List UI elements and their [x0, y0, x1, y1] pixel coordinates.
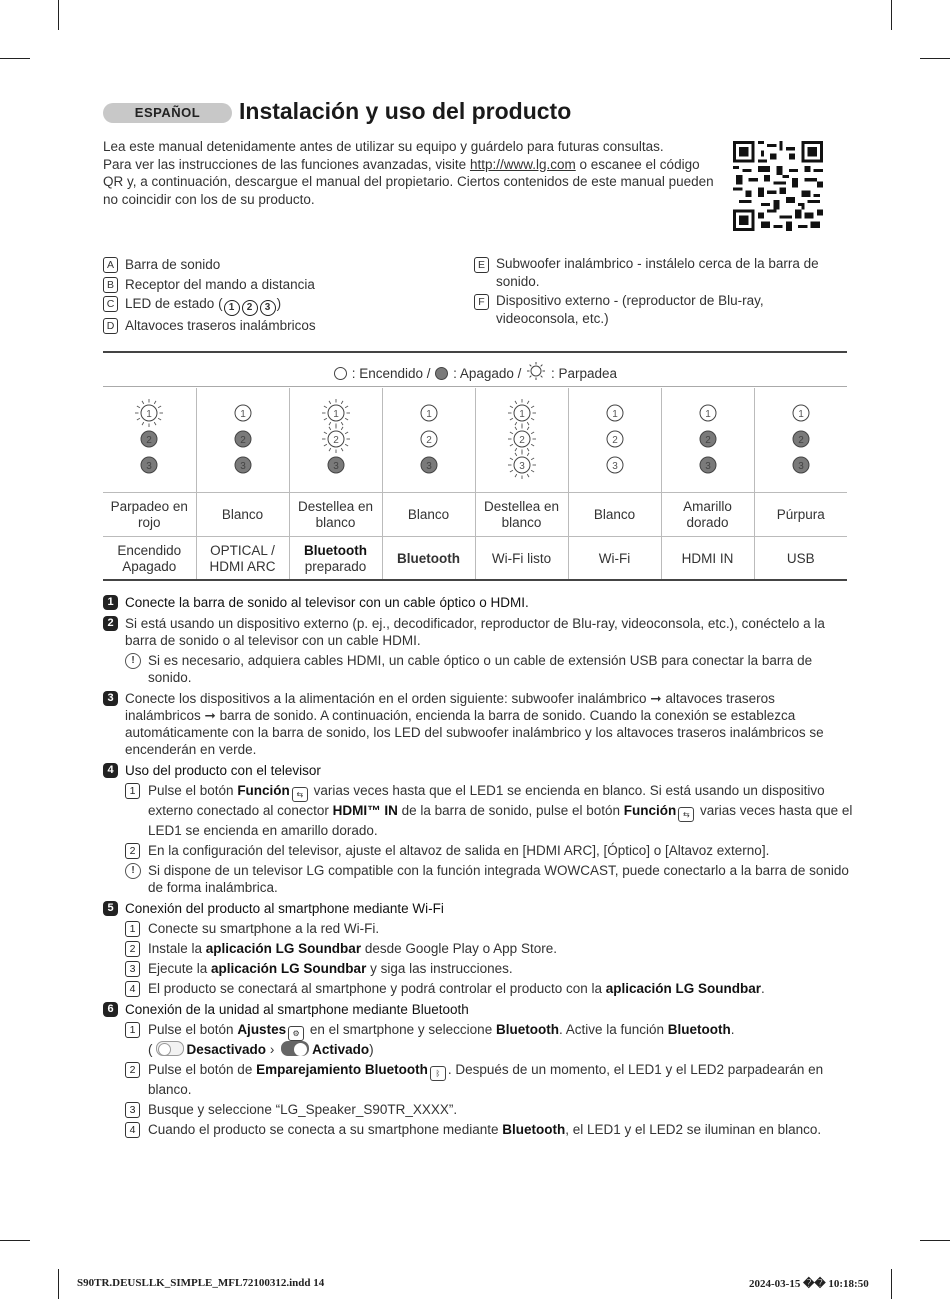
- crop-mark: [58, 0, 59, 30]
- crop-mark: [58, 1269, 59, 1299]
- function-button-icon: ⇆: [678, 807, 694, 822]
- substep-text: Pulse el botón de: [148, 1062, 257, 1077]
- chevron-right-icon: ›: [269, 1042, 275, 1057]
- svg-text:3: 3: [518, 460, 525, 472]
- substep: [125, 960, 853, 977]
- led-stack-icon: [590, 394, 640, 484]
- legend-item: [474, 292, 834, 327]
- substep-text: varias veces hasta que el LED1 se encienda en blanco. Si está usando un dispositivo externo conectado al conector: [148, 783, 825, 818]
- led-2-marker: 2: [242, 300, 258, 316]
- led-3-off: [141, 457, 157, 473]
- led-1-on: [700, 405, 716, 421]
- app-name: aplicación LG Soundbar: [605, 981, 762, 996]
- substep-text: .: [730, 1022, 735, 1037]
- legend-item: [103, 275, 453, 295]
- step-2: [103, 615, 853, 686]
- led-cell: [103, 388, 196, 493]
- legend-letter: E: [474, 257, 489, 273]
- led-2-on: [421, 431, 437, 447]
- step-4: [103, 762, 853, 896]
- legend-letter: D: [103, 318, 118, 334]
- substep-text: En la configuración del televisor, ajuste el altavoz de salida en [HDMI ARC], [Óptico] o [Altavoz externo].: [148, 843, 770, 858]
- crop-mark: [891, 1269, 892, 1299]
- toggle-off-icon: [156, 1041, 184, 1056]
- instruction-steps: [103, 594, 853, 1142]
- legend-item: [103, 294, 453, 316]
- legend-text: Altavoces traseros inalámbricos: [125, 318, 316, 333]
- svg-text:1: 1: [239, 408, 246, 420]
- led-on-icon: [333, 366, 348, 381]
- note: [125, 652, 853, 686]
- app-name: aplicación LG Soundbar: [211, 961, 367, 976]
- legend-item: [474, 255, 834, 290]
- substep: [125, 980, 853, 997]
- step-text: Conecte los dispositivos a la alimentación en el orden siguiente: subwoofer inalámbrico: [125, 691, 651, 706]
- substep-text: Instale la: [148, 941, 206, 956]
- led-cell: [754, 388, 847, 493]
- led-2-blink: [508, 425, 536, 453]
- legend-text: LED de estado (: [125, 296, 223, 311]
- substep: [125, 1061, 853, 1098]
- bluetooth-label: Bluetooth: [502, 1122, 566, 1137]
- legend-text: Receptor del mando a distancia: [125, 276, 315, 292]
- lg-website-link[interactable]: http://www.lg.com: [469, 156, 576, 172]
- intro-text: Para ver las instrucciones de las funciones avanzadas, visite: [103, 156, 470, 172]
- legend-letter: C: [103, 296, 118, 312]
- divider: [103, 386, 847, 387]
- hdmi-in-label: HDMI™ IN: [332, 803, 398, 818]
- legend-letter: F: [474, 294, 489, 310]
- led-off-label: : Apagado /: [453, 366, 522, 381]
- caution-icon: !: [125, 653, 141, 669]
- step-text: barra de sonido. A continuación, encienda la barra de sonido. Cuando la conexión se establezca automáticamente con la barra de sonido, los LED del subwoofer inalámbrico y los altavoces traseros inalámbricos se encenderán en verde.: [125, 708, 824, 757]
- led-mode-cell: USB: [754, 537, 847, 581]
- intro-line-1: Lea este manual detenidamente antes de utilizar su equipo y guárdelo para futuras consultas.: [103, 139, 664, 154]
- crop-mark: [920, 58, 950, 59]
- svg-text:1: 1: [518, 408, 525, 420]
- substep-text: , el LED1 y el LED2 se iluminan en blanco.: [565, 1122, 822, 1137]
- divider: [103, 579, 847, 581]
- led-color-cell: Destellea en blanco: [475, 493, 568, 537]
- led-mode-text: preparado: [304, 558, 367, 574]
- led-2-off: [700, 431, 716, 447]
- substep-text: varias veces hasta que el LED1 se encienda en amarillo dorado.: [148, 803, 853, 838]
- svg-text:3: 3: [332, 460, 339, 472]
- svg-text:3: 3: [797, 460, 804, 472]
- led-blink-icon: [525, 361, 547, 381]
- footer-filename: S90TR.DEUSLLK_SIMPLE_MFL72100312.indd 14: [77, 1277, 325, 1289]
- led-stack-icon: [776, 394, 826, 484]
- svg-text:1: 1: [611, 408, 618, 420]
- led-status-table: [103, 388, 847, 580]
- led-mode-cell: Wi-Fi listo: [475, 537, 568, 581]
- led-stack-icon: [311, 394, 361, 484]
- legend-text: Dispositivo externo - (reproductor de Blu-ray, videoconsola, etc.): [496, 293, 764, 326]
- svg-text:1: 1: [332, 408, 339, 420]
- substep-text: de la barra de sonido, pulse el botón: [397, 803, 624, 818]
- step-heading: Conexión del producto al smartphone mediante Wi-Fi: [125, 901, 444, 916]
- led-3-off: [235, 457, 251, 473]
- language-badge: ESPAÑOL: [103, 103, 232, 123]
- svg-text:1: 1: [704, 408, 711, 420]
- led-cell: [196, 388, 289, 493]
- legend-item: [103, 255, 453, 275]
- note: [125, 862, 853, 896]
- led-status-legend: [103, 361, 847, 381]
- step-text: altavoces traseros inalámbricos: [125, 691, 775, 723]
- step-number-badge: 5: [103, 901, 118, 916]
- components-legend-right: [474, 255, 834, 327]
- led-1-on: [421, 405, 437, 421]
- legend-text: Barra de sonido: [125, 257, 221, 272]
- substep-number: 1: [125, 921, 140, 937]
- legend-item: [103, 316, 453, 336]
- led-color-cell: Destellea en blanco: [289, 493, 382, 537]
- substep: [125, 940, 853, 957]
- substep-number: 2: [125, 843, 140, 859]
- legend-text: Subwoofer inalámbrico - instálelo cerca de la barra de sonido.: [496, 256, 819, 289]
- step-number-badge: 3: [103, 691, 118, 706]
- led-1-blink: [135, 399, 163, 427]
- substep-text: y siga las instrucciones.: [366, 961, 513, 976]
- led-1-on: [793, 405, 809, 421]
- step-number-badge: 6: [103, 1002, 118, 1017]
- substep-text: desde Google Play o App Store.: [361, 941, 557, 956]
- substep: [125, 920, 853, 937]
- led-mode-cell: OPTICAL / HDMI ARC: [196, 537, 289, 581]
- substep-number: 3: [125, 961, 140, 977]
- substep-text: Busque y seleccione “LG_Speaker_S90TR_XXXX”.: [148, 1102, 458, 1117]
- step-number-badge: 2: [103, 616, 118, 631]
- step-1: [103, 594, 853, 611]
- function-label: Función: [623, 803, 677, 818]
- led-3-off: [328, 457, 344, 473]
- led-cell: [661, 388, 754, 493]
- led-color-cell: Blanco: [568, 493, 661, 537]
- divider: [103, 351, 847, 353]
- substep: [125, 782, 853, 839]
- toggle-off-label: Desactivado: [186, 1042, 267, 1057]
- led-stack-icon: [404, 394, 454, 484]
- substep-number: 4: [125, 1122, 140, 1138]
- svg-text:2: 2: [611, 434, 618, 446]
- intro-paragraph: [103, 138, 715, 208]
- crop-mark: [920, 1240, 950, 1241]
- substep-text: Pulse el botón: [148, 783, 238, 798]
- led-stack-icon: [683, 394, 733, 484]
- led-1-blink: [508, 399, 536, 427]
- led-1-blink: [322, 399, 350, 427]
- step-3: [103, 690, 853, 758]
- function-label: Función: [237, 783, 290, 798]
- led-color-row: [103, 493, 847, 537]
- led-stack-icon: [124, 394, 174, 484]
- bluetooth-icon: ᛒ: [430, 1066, 446, 1081]
- note-text: Si es necesario, adquiera cables HDMI, un cable óptico o un cable de extensión USB para conectar la barra de sonido.: [148, 653, 813, 685]
- substep-text: en el smartphone y seleccione: [306, 1022, 496, 1037]
- footer-timestamp: 2024-03-15 �� 10:18:50: [749, 1278, 869, 1290]
- led-color-cell: Parpadeo en rojo: [103, 493, 196, 537]
- toggle-on-label: Activado: [312, 1042, 370, 1057]
- arrow-right-icon: ➞: [204, 708, 216, 723]
- step-5: [103, 900, 853, 997]
- svg-text:2: 2: [146, 434, 153, 446]
- svg-text:2: 2: [704, 434, 711, 446]
- substep-number: 2: [125, 941, 140, 957]
- svg-text:3: 3: [704, 460, 711, 472]
- svg-text:2: 2: [425, 434, 432, 446]
- svg-text:1: 1: [146, 408, 153, 420]
- led-2-blink: [322, 425, 350, 453]
- substep-text: Ejecute la: [148, 961, 212, 976]
- step-6: [103, 1001, 853, 1138]
- led-3-off: [793, 457, 809, 473]
- led-2-on: [607, 431, 623, 447]
- led-3-on: [607, 457, 623, 473]
- qr-code: [733, 141, 823, 231]
- step-number-badge: 4: [103, 763, 118, 778]
- led-cell: [568, 388, 661, 493]
- intro-text: o escanee el código QR y, a continuación, descargue el manual del propietario. Ciertos contenidos de este manual pueden no coincidir con los de su producto.: [103, 156, 714, 207]
- led-mode-row: [103, 537, 847, 581]
- substep-number: 1: [125, 783, 140, 799]
- led-blink-label: : Parpadea: [550, 366, 617, 381]
- led-2-off: [141, 431, 157, 447]
- svg-text:3: 3: [239, 460, 246, 472]
- led-1-marker: 1: [224, 300, 240, 316]
- svg-text:2: 2: [797, 434, 804, 446]
- legend-letter: B: [103, 277, 118, 293]
- page-title: Instalación y uso del producto: [239, 98, 572, 124]
- substep: [125, 1121, 853, 1138]
- substep-number: 1: [125, 1022, 140, 1038]
- arrow-right-icon: ➞: [650, 691, 662, 706]
- svg-text:2: 2: [239, 434, 246, 446]
- substep-text: .: [761, 981, 765, 996]
- crop-mark: [0, 58, 30, 59]
- crop-mark: [891, 0, 892, 30]
- settings-gear-icon: ⚙: [288, 1026, 304, 1041]
- svg-text:3: 3: [146, 460, 153, 472]
- led-mode-cell: Bluetooth: [382, 537, 475, 581]
- led-off-icon: [434, 366, 449, 381]
- step-heading: Conexión de la unidad al smartphone mediante Bluetooth: [125, 1002, 469, 1017]
- led-mode-cell: Encendido Apagado: [117, 542, 182, 574]
- led-3-off: [421, 457, 437, 473]
- substep: [125, 1101, 853, 1118]
- led-2-off: [793, 431, 809, 447]
- led-stack-icon: [497, 394, 547, 484]
- note-text: Si dispone de un televisor LG compatible con la función integrada WOWCAST, puede conectarlo a la barra de sonido de forma inalámbrica.: [148, 863, 849, 895]
- toggle-on-icon: [281, 1041, 309, 1056]
- legend-letter: A: [103, 257, 118, 273]
- led-color-cell: Blanco: [382, 493, 475, 537]
- led-mode-cell: Wi-Fi: [568, 537, 661, 581]
- led-cell: [382, 388, 475, 493]
- crop-mark: [0, 1240, 30, 1241]
- caution-icon: !: [125, 863, 141, 879]
- svg-text:2: 2: [332, 434, 339, 446]
- svg-text:3: 3: [425, 460, 432, 472]
- substep-text: Pulse el botón: [148, 1022, 238, 1037]
- substep-text: ): [369, 1042, 374, 1057]
- led-3-off: [700, 457, 716, 473]
- led-cell: [475, 388, 568, 493]
- led-mode-cell: [289, 537, 382, 581]
- led-stack-icon: [218, 394, 268, 484]
- substep-text: . Después de un momento, el LED1 y el LED2 parpadearán en blanco.: [148, 1062, 824, 1097]
- step-heading: Uso del producto con el televisor: [125, 763, 321, 778]
- substep-text: Cuando el producto se conecta a su smartphone mediante: [148, 1122, 503, 1137]
- led-color-cell: Blanco: [196, 493, 289, 537]
- substep: [125, 842, 853, 859]
- substep-number: 3: [125, 1102, 140, 1118]
- svg-text:1: 1: [425, 408, 432, 420]
- bluetooth-label: Bluetooth: [495, 1022, 559, 1037]
- components-legend-left: [103, 255, 453, 336]
- substep-number: 4: [125, 981, 140, 997]
- led-mode-cell: HDMI IN: [661, 537, 754, 581]
- substep-number: 2: [125, 1062, 140, 1078]
- led-mode-bold: Bluetooth: [304, 542, 367, 558]
- step-text: Si está usando un dispositivo externo (p. ej., decodificador, reproductor de Blu-ray, videoconsola, etc.), conéctelo a la barra de sonido o al televisor con un cable HDMI.: [125, 616, 825, 648]
- substep-text: Conecte su smartphone a la red Wi-Fi.: [148, 921, 380, 936]
- settings-label: Ajustes: [237, 1022, 287, 1037]
- pairing-label: Emparejamiento Bluetooth: [256, 1062, 428, 1077]
- substep-text: (: [148, 1042, 153, 1057]
- substep: [125, 1021, 853, 1058]
- function-button-icon: ⇆: [292, 787, 308, 802]
- led-indicator-row: [103, 388, 847, 493]
- legend-text: ): [276, 296, 282, 311]
- led-color-cell: Púrpura: [754, 493, 847, 537]
- led-1-on: [235, 405, 251, 421]
- substep-text: El producto se conectará al smartphone y podrá controlar el producto con la: [148, 981, 606, 996]
- svg-text:1: 1: [797, 408, 804, 420]
- step-number-badge: 1: [103, 595, 118, 610]
- led-2-off: [235, 431, 251, 447]
- app-name: aplicación LG Soundbar: [205, 941, 362, 956]
- svg-text:2: 2: [518, 434, 525, 446]
- bluetooth-label: Bluetooth: [667, 1022, 731, 1037]
- led-3-blink: [508, 451, 536, 479]
- led-1-on: [607, 405, 623, 421]
- substep-text: . Active la función: [558, 1022, 668, 1037]
- step-heading: Conecte la barra de sonido al televisor con un cable óptico o HDMI.: [125, 595, 529, 610]
- led-cell: [289, 388, 382, 493]
- led-color-cell: Amarillo dorado: [661, 493, 754, 537]
- led-on-label: : Encendido /: [351, 366, 431, 381]
- svg-text:3: 3: [611, 460, 618, 472]
- led-3-marker: 3: [260, 300, 276, 316]
